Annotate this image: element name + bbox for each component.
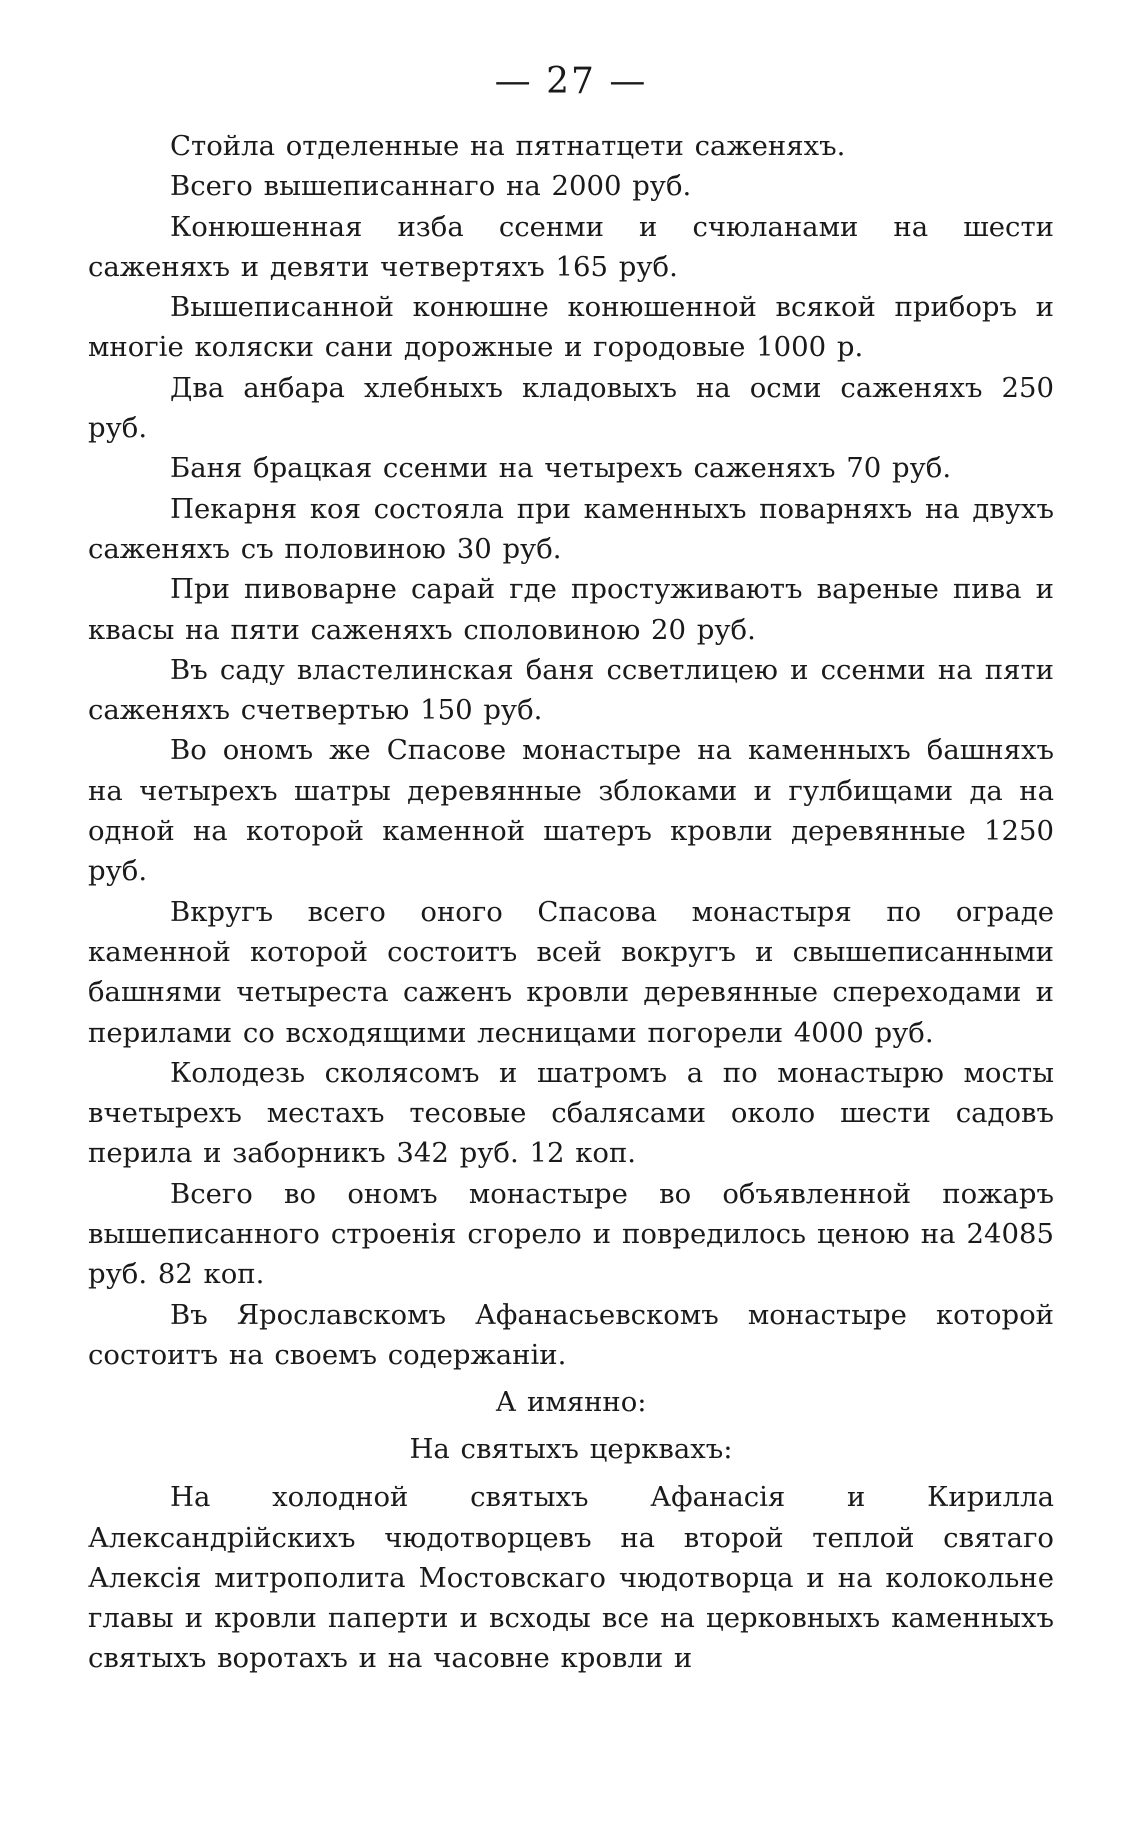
paragraph: Стойла отделенные на пятнатцети саженяхъ. bbox=[170, 130, 846, 162]
paragraph: При пивоварне сарай где простуживаютъ вареные пива и квасы на пяти саженяхъ споловиною 20 руб. bbox=[88, 573, 1054, 646]
paragraph: Пекарня коя состояла при каменныхъ поварняхъ на двухъ саженяхъ съ половиною 30 руб. bbox=[88, 492, 1054, 565]
paragraph: Баня брацкая ссенми на четырехъ саженяхъ 70 руб. bbox=[170, 452, 952, 485]
paragraph: Всего во ономъ монастыре во объявленной пожаръ вышеписанного строенія сгорело и повредилось ценою на 24085 руб. 82 коп. bbox=[88, 1177, 1054, 1291]
paragraph: Въ саду властелинская баня ссветлицею и ссенми на пяти саженяхъ счетвертью 150 руб. bbox=[88, 653, 1054, 727]
paragraph: Въ Ярославскомъ Афанасьевскомъ монастыре которой состоитъ на своемъ содержаніи. bbox=[88, 1298, 1054, 1371]
paragraph: Вкругъ всего оного Спасова монастыря по ограде каменной которой состоитъ всей вокругъ и свышеписанными башнями четыреста саженъ кровли деревянные спереходами и перилами со всходящими лесницами погорели 4000 руб. bbox=[88, 895, 1054, 1049]
paragraph: Всего вышеписаннаго на 2000 руб. bbox=[170, 170, 692, 203]
page-number: — 27 — bbox=[494, 61, 648, 102]
section-heading: А имянно: bbox=[495, 1386, 647, 1419]
paragraph: На холодной святыхъ Афанасія и Кирилла Александрійскихъ чюдотворцевъ на второй теплой святаго Алексія митрополита Мостовскаго чюдотворца и на колокольне главы и кровли паперти и всходы все на церковныхъ каменныхъ святыхъ воротахъ и на часовне кровли и bbox=[88, 1481, 1054, 1675]
section-subheading: На святыхъ церквахъ: bbox=[409, 1433, 733, 1466]
paragraph: Два анбара хлебныхъ кладовыхъ на осми саженяхъ 250 руб. bbox=[88, 371, 1054, 445]
paragraph: Колодезь сколясомъ и шатромъ а по монастырю мосты вчетырехъ местахъ тесовые сбалясами около шести садовъ перила и заборникъ 342 руб. 12 коп. bbox=[88, 1056, 1054, 1170]
paragraph: Вышеписанной конюшне конюшенной всякой приборъ и многіе коляски сани дорожные и городовые 1000 р. bbox=[88, 291, 1054, 364]
paragraph: Конюшенная изба ссенми и счюланами на шести саженяхъ и девяти четвертяхъ 165 руб. bbox=[88, 210, 1054, 283]
book-page bbox=[88, 58, 1054, 1818]
paragraph: Во ономъ же Спасове монастыре на каменныхъ башняхъ на четырехъ шатры деревянные зблоками и гулбищами да на одной на которой каменной шатеръ кровли деревянные 1250 руб. bbox=[88, 734, 1054, 888]
